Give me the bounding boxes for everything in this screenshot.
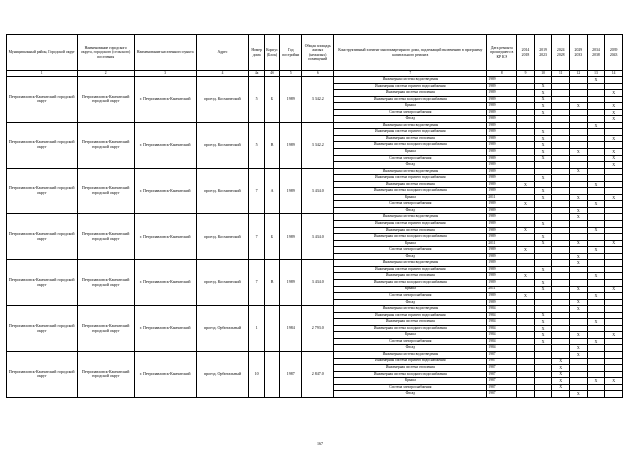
district-cell: Петропавловск-Камчатский городской округ [7,351,78,397]
header-cell: Год постройки [280,35,302,71]
period-mark-cell: X [534,103,552,110]
period-mark-cell: X [534,221,552,228]
address-cell: проезд. Космический [196,260,249,306]
repair-date-cell: 1989 [487,129,517,136]
period-mark-cell: X [517,227,535,234]
locality-cell: г. Петропавловск-Камчатский [134,260,196,306]
period-mark-cell: X [570,168,588,175]
element-name-cell: Фасад [334,253,487,260]
period-mark-cell: X [605,194,623,201]
address-cell: проезд. Орбитальный [196,306,249,352]
repair-date-cell: 1989 [487,260,517,267]
header-cell: Дата ремонта прошедшего в КР КЭ [487,35,517,71]
period-mark-cell: X [587,338,605,345]
build-year-cell: 1989 [280,260,302,306]
element-name-cell: Система электроснабжения [334,201,487,208]
period-mark-cell: X [605,90,623,97]
house-number-cell: 1 [249,306,264,352]
period-mark-cell: X [534,266,552,273]
period-mark-cell: X [587,293,605,300]
page-number: 167 [317,441,323,446]
repair-date-cell: 1989 [487,109,517,116]
period-mark-cell: X [570,214,588,221]
element-name-cell: Инженерная система водоотведения [334,77,487,84]
address-cell: проезд. Космический [196,168,249,214]
period-mark-cell: X [570,240,588,247]
element-name-cell: Инженерная система водоотведения [334,168,487,175]
period-mark-cell: X [587,273,605,280]
block-cell [264,306,279,352]
element-name-cell: Инженерная система отопления [334,273,487,280]
column-number: 2 [77,71,134,77]
repair-date-cell: 1984 [487,312,517,319]
element-name-cell: Система электроснабжения [334,293,487,300]
element-name-cell: Инженерная система горячего водоснабжения [334,312,487,319]
repair-date-cell: 1987 [487,384,517,391]
period-mark-cell: X [517,181,535,188]
repair-date-cell: 1989 [487,142,517,149]
column-number: 12 [570,71,588,77]
repair-date-cell: 1989 [487,273,517,280]
period-mark-cell: X [605,378,623,385]
period-mark-cell: X [534,312,552,319]
element-name-cell: Крыша [334,194,487,201]
house-number-cell: 5 [249,122,264,168]
repair-date-cell: 1989 [487,188,517,195]
period-mark-cell: X [534,325,552,332]
repair-date-cell: 1989 [487,253,517,260]
element-name-cell: Крыша [334,149,487,156]
repair-date-cell: 1989 [487,214,517,221]
element-name-cell: Инженерная система водоотведения [334,260,487,267]
period-mark-cell: X [587,201,605,208]
address-cell: проезд. Космический [196,122,249,168]
element-name-cell: Система электроснабжения [334,109,487,116]
repair-date-cell: 1989 [487,293,517,300]
period-mark-cell: X [570,253,588,260]
header-cell: 2019 2023 [534,35,552,71]
element-name-cell: Инженерная система горячего водоснабжения [334,358,487,365]
element-name-cell: Крыша [334,286,487,293]
repair-date-cell: 1989 [487,201,517,208]
repair-date-cell: 1987 [487,365,517,372]
header-cell: Номер дома [249,35,264,71]
repair-date-cell: 1984 [487,345,517,352]
period-mark-cell: X [534,338,552,345]
period-mark-cell [552,391,570,398]
period-mark-cell [605,391,623,398]
capital-repair-table [6,34,623,398]
element-name-cell: Инженерная система водоотведения [334,214,487,221]
period-mark-cell: X [570,103,588,110]
column-number: 5 [280,71,302,77]
repair-date-cell: 1989 [487,83,517,90]
column-number: 13 [587,71,605,77]
period-mark-cell: X [570,194,588,201]
element-name-cell: Инженерная система холодного водоснабжения [334,142,487,149]
period-mark-cell: X [605,286,623,293]
column-number: 3 [134,71,196,77]
repair-date-cell: 1989 [487,221,517,228]
element-name-cell: Инженерная система горячего водоснабжения [334,83,487,90]
period-mark-cell [534,391,552,398]
element-name-cell: Система электроснабжения [334,338,487,345]
period-mark-cell: X [552,365,570,372]
district-cell: Петропавловск-Камчатский городской округ [7,214,78,260]
header-cell: Наименование городского округа, городского (сельского) поселения [77,35,134,71]
period-mark-cell: X [570,345,588,352]
repair-date-cell: 1987 [487,391,517,398]
period-mark-cell: X [534,234,552,241]
element-name-cell: Инженерная система горячего водоснабжения [334,175,487,182]
column-number: 7 [334,71,487,77]
repair-date-cell: 1989 [487,103,517,110]
element-name-cell: Инженерная система холодного водоснабжения [334,96,487,103]
repair-date-cell: 1984 [487,338,517,345]
element-name-cell: Инженерная система горячего водоснабжения [334,129,487,136]
element-name-cell: Инженерная система горячего водоснабжения [334,266,487,273]
repair-date-cell: 1987 [487,378,517,385]
build-year-cell: 1989 [280,214,302,260]
area-cell: 3 434.0 [302,214,334,260]
locality-cell: г. Петропавловск-Камчатский [134,122,196,168]
element-name-cell: Фасад [334,162,487,169]
header-cell: Корпус (Блок) [264,35,279,71]
period-mark-cell: X [570,260,588,267]
house-number-cell: 10 [249,351,264,397]
element-name-cell: Инженерная система отопления [334,227,487,234]
element-name-cell: Инженерная система холодного водоснабжения [334,371,487,378]
period-mark-cell: X [605,155,623,162]
district-cell: Петропавловск-Камчатский городской округ [7,77,78,123]
period-mark-cell: X [570,299,588,306]
repair-date-cell: 1989 [487,227,517,234]
period-mark-cell: X [534,149,552,156]
element-name-cell: Крыша [334,332,487,339]
element-name-cell: Инженерная система холодного водоснабжения [334,234,487,241]
build-year-cell: 1989 [280,168,302,214]
header-cell: Наименование населенного пункта [134,35,196,71]
repair-date-cell: 1987 [487,371,517,378]
element-name-cell: Система электроснабжения [334,247,487,254]
period-mark-cell: X [587,122,605,129]
period-mark-cell: X [570,306,588,313]
repair-date-cell: 1987 [487,351,517,358]
area-cell: 3 434.0 [302,260,334,306]
element-name-cell: Инженерная система отопления [334,90,487,97]
header-cell: Адрес [196,35,249,71]
build-year-cell: 1989 [280,122,302,168]
repair-date-cell: 1989 [487,299,517,306]
settlement-cell: Петропавловск-Камчатский городской округ [77,306,134,352]
block-cell: А [264,168,279,214]
period-mark-cell: X [517,293,535,300]
repair-date-cell: 1989 [487,247,517,254]
repair-date-cell: 1989 [487,122,517,129]
element-name-cell: Крыша [334,240,487,247]
period-mark-cell: X [517,273,535,280]
header-cell: 2014 2018 [517,35,535,71]
repair-date-cell: 1989 [487,96,517,103]
area-cell: 2 847.0 [302,351,334,397]
period-mark-cell: X [534,96,552,103]
period-mark-cell: X [605,240,623,247]
column-number: 14 [605,71,623,77]
period-mark-cell: X [517,201,535,208]
element-name-cell: Крыша [334,103,487,110]
locality-cell: г. Петропавловск-Камчатский [134,214,196,260]
period-mark-cell: X [534,319,552,326]
house-number-cell: 5 [249,77,264,123]
build-year-cell: 1984 [280,306,302,352]
period-mark-cell: X [605,149,623,156]
repair-date-cell: 1989 [487,155,517,162]
repair-date-cell: 1984 [487,325,517,332]
repair-date-cell: 1989 [487,181,517,188]
settlement-cell: Петропавловск-Камчатский городской округ [77,214,134,260]
period-mark-cell: X [587,227,605,234]
column-number: 9 [517,71,535,77]
element-name-cell: Инженерная система водоотведения [334,351,487,358]
header-cell: 2034 2038 [587,35,605,71]
repair-date-cell: 1989 [487,135,517,142]
repair-date-cell: 1984 [487,332,517,339]
repair-date-cell: 1984 [487,306,517,313]
period-mark-cell: X [587,319,605,326]
column-number: 11 [552,71,570,77]
area-cell: 3 342.2 [302,77,334,123]
repair-date-cell: 1989 [487,162,517,169]
header-cell: Муниципальный район, Городской округ [7,35,78,71]
period-mark-cell: X [534,83,552,90]
element-name-cell: Фасад [334,299,487,306]
element-name-cell: Инженерная система водоотведения [334,306,487,313]
settlement-cell: Петропавловск-Камчатский городской округ [77,168,134,214]
repair-date-cell: 1989 [487,90,517,97]
period-mark-cell [517,391,535,398]
repair-date-cell: 1987 [487,358,517,365]
district-cell: Петропавловск-Камчатский городской округ [7,122,78,168]
period-mark-cell: X [517,247,535,254]
repair-date-cell: 1989 [487,279,517,286]
header-cell: 2024 2028 [552,35,570,71]
period-mark-cell: X [552,371,570,378]
element-name-cell: Фасад [334,207,487,214]
build-year-cell: 1987 [280,351,302,397]
repair-date-cell: 1989 [487,168,517,175]
repair-date-cell: 1989 [487,77,517,84]
repair-date-cell: 1989 [487,207,517,214]
settlement-cell: Петропавловск-Камчатский городской округ [77,260,134,306]
table-header [7,35,623,77]
repair-date-cell: 2011 [487,240,517,247]
period-mark-cell: X [587,181,605,188]
repair-date-cell: 2011 [487,194,517,201]
address-cell: проезд. Космический [196,77,249,123]
period-mark-cell: X [534,155,552,162]
period-mark-cell: X [534,109,552,116]
period-mark-cell: X [570,332,588,339]
locality-cell: г. Петропавловск-Камчатский [134,306,196,352]
period-mark-cell: X [552,358,570,365]
settlement-cell: Петропавловск-Камчатский городской округ [77,77,134,123]
period-mark-cell: X [534,129,552,136]
element-name-cell: Инженерная система отопления [334,135,487,142]
locality-cell: г. Петропавловск-Камчатский [134,351,196,397]
locality-cell: г. Петропавловск-Камчатский [134,77,196,123]
block-cell [264,351,279,397]
period-mark-cell: X [605,103,623,110]
area-cell: 2 793.0 [302,306,334,352]
column-number: 10 [534,71,552,77]
header-row [7,35,623,71]
period-mark-cell: X [534,135,552,142]
column-number: 8 [487,71,517,77]
address-cell: проезд. Орбитальный [196,351,249,397]
period-mark-cell: X [534,194,552,201]
repair-date-cell: 1989 [487,234,517,241]
element-name-cell: Инженерная система водоотведения [334,122,487,129]
period-mark-cell: X [570,351,588,358]
repair-date-cell: 1989 [487,149,517,156]
period-mark-cell: X [605,135,623,142]
element-name-cell: Инженерная система отопления [334,319,487,326]
period-mark-cell: X [587,247,605,254]
period-mark-cell: X [587,77,605,84]
house-number-cell: 7 [249,214,264,260]
block-cell: В [264,122,279,168]
period-mark-cell: X [587,378,605,385]
house-number-cell: 7 [249,260,264,306]
period-mark-cell [587,391,605,398]
header-cell: 2029 2033 [570,35,588,71]
period-mark-cell: X [605,332,623,339]
period-mark-cell: X [534,90,552,97]
header-cell: 2039 2043 [605,35,623,71]
element-name-cell: Инженерная система холодного водоснабжения [334,279,487,286]
period-mark-cell: X [534,286,552,293]
repair-date-cell: 1989 [487,175,517,182]
repair-date-cell: 1989 [487,116,517,123]
repair-date-cell: 1984 [487,319,517,326]
header-cell: Общая площадь жилых (нежилых) помещений [302,35,334,71]
district-cell: Петропавловск-Камчатский городской округ [7,306,78,352]
column-number: 4б [264,71,279,77]
element-name-cell: Инженерная система холодного водоснабжения [334,325,487,332]
repair-date-cell: 1989 [487,266,517,273]
area-cell: 3 342.2 [302,122,334,168]
column-number: 1 [7,71,78,77]
block-cell: В [264,260,279,306]
district-cell: Петропавловск-Камчатский городской округ [7,168,78,214]
period-mark-cell: X [552,378,570,385]
period-mark-cell: X [570,149,588,156]
block-cell: Б [264,77,279,123]
element-name-cell: Фасад [334,345,487,352]
element-name-cell: Фасад [334,116,487,123]
area-cell: 3 434.0 [302,168,334,214]
table-body [7,77,623,398]
house-number-cell: 7 [249,168,264,214]
build-year-cell: 1989 [280,77,302,123]
period-mark-cell: X [570,207,588,214]
element-name-cell: Крыша [334,378,487,385]
element-name-cell: Фасад [334,391,487,398]
period-mark-cell: X [534,142,552,149]
element-name-cell: Инженерная система отопления [334,365,487,372]
period-mark-cell: X [534,175,552,182]
period-mark-cell: X [570,286,588,293]
element-name-cell: Система электроснабжения [334,155,487,162]
period-mark-cell: X [534,188,552,195]
locality-cell: г. Петропавловск-Камчатский [134,168,196,214]
period-mark-cell: X [605,109,623,116]
block-cell: Б [264,214,279,260]
period-mark-cell: X [534,279,552,286]
period-mark-cell: X [534,332,552,339]
address-cell: проезд. Космический [196,214,249,260]
period-mark-cell: X [552,384,570,391]
column-number: 4а [249,71,264,77]
period-mark-cell: X [534,240,552,247]
period-mark-cell: X [570,391,588,398]
period-mark-cell: X [605,116,623,123]
element-name-cell: Инженерная система холодного водоснабжения [334,188,487,195]
settlement-cell: Петропавловск-Камчатский городской округ [77,122,134,168]
column-number: 6 [302,71,334,77]
period-mark-cell: X [605,162,623,169]
element-name-cell: Инженерная система отопления [334,181,487,188]
settlement-cell: Петропавловск-Камчатский городской округ [77,351,134,397]
header-cell: Конструктивный элемент многоквартирного дома, подлежащий включению в программу капитального ремонта [334,35,487,71]
repair-date-cell: 2011 [487,286,517,293]
element-name-cell: Инженерная система горячего водоснабжения [334,221,487,228]
district-cell: Петропавловск-Камчатский городской округ [7,260,78,306]
column-number: 4 [196,71,249,77]
element-name-cell: Система электроснабжения [334,384,487,391]
